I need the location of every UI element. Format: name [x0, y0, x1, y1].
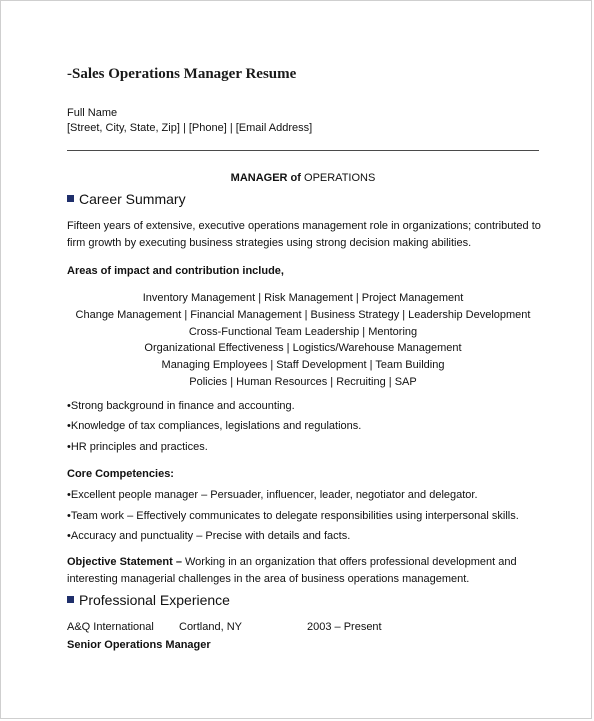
career-summary-label: Career Summary — [79, 191, 186, 207]
bullet-item: •Knowledge of tax compliances, legislations and regulations. — [67, 420, 362, 432]
company-location: Cortland, NY — [179, 621, 242, 633]
role-heading — [1, 172, 594, 184]
square-bullet-icon — [67, 195, 74, 202]
career-summary-text: Fifteen years of extensive, executive operations management role in organizations; contributed to firm growth by executing business strategies using strong decision making abilities. — [67, 220, 541, 249]
core-bullet-item: •Excellent people manager – Persuader, influencer, leader, negotiator and delegator. — [67, 489, 478, 501]
bullet-item: •Strong background in finance and accounting. — [67, 400, 295, 412]
company-name: A&Q International — [67, 621, 154, 633]
objective-statement — [67, 554, 545, 587]
professional-experience-label: Professional Experience — [79, 592, 230, 608]
role-heading-rest: OPERATIONS — [300, 172, 376, 184]
document-title: -Sales Operations Manager Resume — [67, 66, 297, 82]
core-bullet-item: •Team work – Effectively communicates to delegate responsibilities using interpersonal skills. — [67, 510, 519, 522]
bullet-item: •HR principles and practices. — [67, 441, 208, 453]
header-divider — [67, 150, 539, 151]
professional-experience-heading — [67, 592, 230, 608]
core-competencies-heading: Core Competencies: — [67, 468, 174, 480]
square-bullet-icon — [67, 596, 74, 603]
skill-line: Inventory Management | Risk Management | Project Management — [142, 292, 464, 304]
skills-list — [1, 290, 594, 391]
position-title: Senior Operations Manager — [67, 639, 211, 651]
skill-line: Cross-Functional Team Leadership | Mentoring — [188, 325, 418, 338]
objective-text: Working in an organization that offers professional development and interesting managerial challenges in the area of business operations management. — [67, 556, 517, 585]
objective-label: Objective Statement – — [67, 556, 182, 568]
skill-line: Managing Employees | Staff Development | Team Building — [161, 359, 445, 372]
employment-dates: 2003 – Present — [307, 621, 382, 633]
full-name: Full Name — [67, 107, 118, 119]
areas-heading: Areas of impact and contribution include, — [67, 265, 284, 277]
core-bullet-item: •Accuracy and punctuality – Precise with details and facts. — [67, 530, 351, 542]
address-line: [Street, City, State, Zip] | [Phone] | [Email Address] — [67, 122, 313, 134]
role-heading-bold: MANAGER of — [230, 172, 301, 184]
skill-line: Change Management | Financial Management | Business Strategy | Leadership Development — [75, 308, 531, 321]
skill-line: Organizational Effectiveness | Logistics/Warehouse Management — [144, 342, 462, 355]
contact-block — [67, 106, 312, 136]
skill-line: Policies | Human Resources | Recruiting | SAP — [189, 375, 417, 388]
career-summary-heading — [67, 191, 186, 207]
